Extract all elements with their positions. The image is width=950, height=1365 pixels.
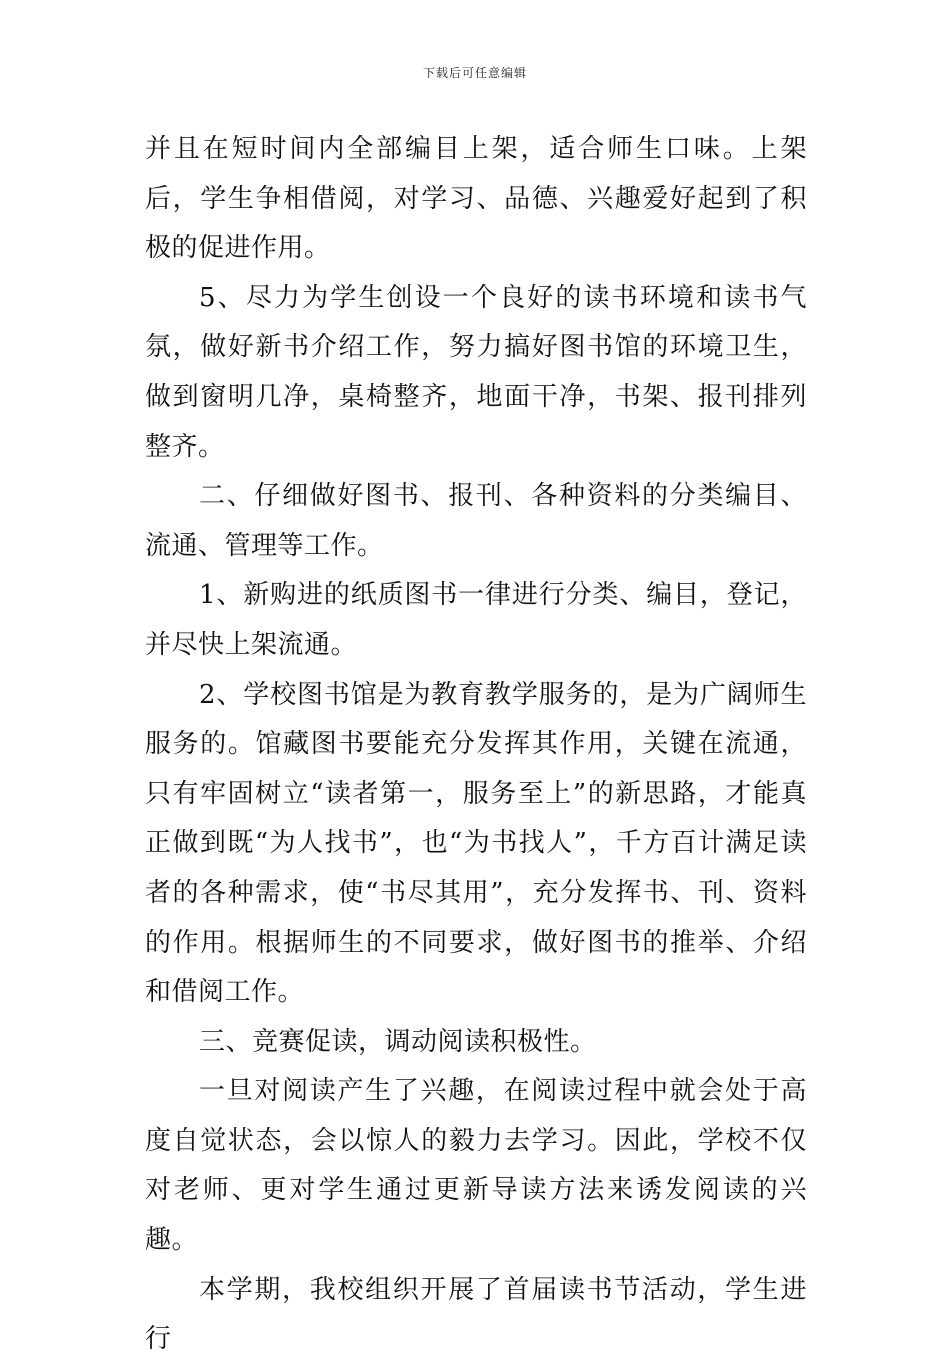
paragraph-interest: 一旦对阅读产生了兴趣，在阅读过程中就会处于高度自觉状态，会以惊人的毅力去学习。因此，学校不仅对老师、更对学生通过更新导读方法来诱发阅读的兴趣。 [145,1076,807,1256]
paragraph-continuation: 并且在短时间内全部编目上架，适合师生口味。上架后，学生争相借阅，对学习、品德、兴趣爱好起到了积极的促进作用。 [145,134,807,264]
section-heading-3: 三、竞赛促读，调动阅读积极性。 [199,1026,597,1057]
page-header: 下载后可任意编辑 [422,66,527,80]
section-heading-2: 二、仔细做好图书、报刊、各种资料的分类编目、流通、管理等工作。 [145,481,807,561]
document-body [145,125,807,1365]
paragraph-reading-festival: 本学期，我校组织开展了首届读书节活动，学生进行 [145,1274,807,1355]
paragraph-item-1: 1、新购进的纸质图书一律进行分类、编目，登记，并尽快上架流通。 [145,580,807,660]
paragraph-item-2: 2、学校图书馆是为教育教学服务的，是为广阔师生服务的。馆藏图书要能充分发挥其作用，关键在流通，只有牢固树立“读者第一，服务至上”的新思路，才能真正做到既“为人找书”，也“为书找人”，千方百计满足读者的各种需求，使“书尽其用”，充分发挥书、刊、资料的作用。根据师生的不同要求，做好图书的推举、介绍和借阅工作。 [145,679,807,1008]
paragraph-item-5: 5、尽力为学生创设一个良好的读书环境和读书气氛，做好新书介绍工作，努力搞好图书馆的环境卫生，做到窗明几净，桌椅整齐，地面干净，书架、报刊排列整齐。 [145,282,807,462]
